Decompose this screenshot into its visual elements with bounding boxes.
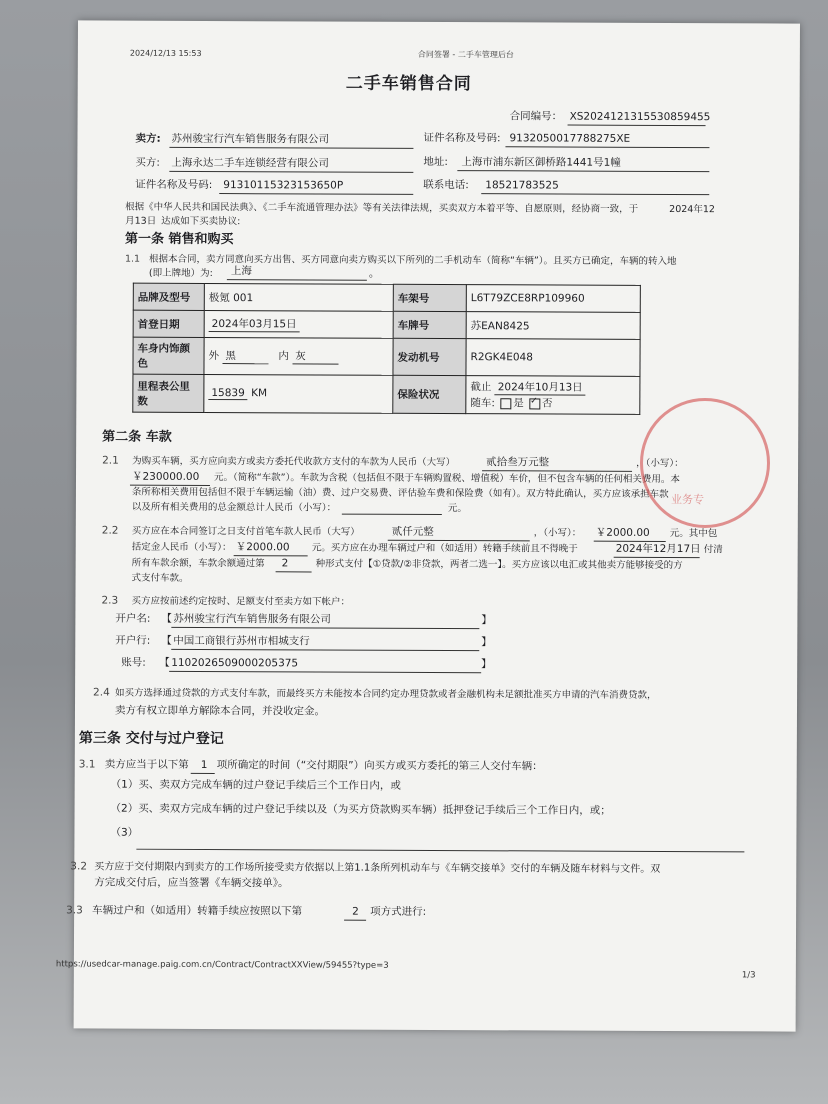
clause-2-2-line2b: 元。买方应在办理车辆过户和（如适用）转籍手续前且不得晚于	[311, 542, 578, 555]
clause-2-2-line4: 式支付车款。	[131, 572, 189, 584]
buyer-underline	[169, 171, 413, 173]
option-2: （2）买、卖双方完成车辆的过户登记手续以及（为买方贷款购买车辆）抵押登记手续后三个工作日内，或；	[110, 802, 611, 817]
buyer-label: 买方:	[135, 156, 160, 169]
account-name-label: 开户名:	[115, 612, 151, 625]
clause-2-2-line3a: 所有车款余额，车款余额通过第	[131, 557, 265, 570]
color-label: 车身内饰颜色	[133, 337, 204, 374]
clause-1-1-text: 根据本合同，卖方同意向买方出售、买方同意向卖方购买以下所列的二手机动车（简称“车辆”）。且买方已确定，车辆的转入地	[148, 253, 677, 268]
insurance-until-value: 2024年10月13日	[495, 379, 586, 395]
account-name-bracket-left: 【	[161, 612, 172, 625]
article2-title: 第二条 车款	[102, 429, 172, 445]
with-car-row	[470, 395, 635, 411]
account-no: 1102026509000205375	[171, 656, 299, 670]
company-seal	[640, 398, 770, 528]
seller-id: 9132050017788275XE	[509, 132, 631, 145]
article3-title: 第三条 交付与过户登记	[78, 730, 224, 748]
vin-label: 车架号	[393, 284, 466, 311]
preamble-date1: 2024年12	[669, 204, 715, 216]
clause-3-3-num: 3.3	[66, 904, 83, 917]
preamble-date2: 月13日	[125, 215, 157, 227]
plate-value: 苏EAN8425	[466, 312, 640, 340]
address: 上海市浦东新区御桥路1441号1幢	[461, 156, 621, 169]
mileage-label: 里程表公里数	[133, 374, 204, 412]
plate-label: 车牌号	[393, 311, 466, 338]
first-reg-cell	[204, 310, 393, 338]
clause-2-1-line4a: 以及所有相关费用的总金额总计人民币（小写）：	[131, 501, 337, 514]
footer-url: https://usedcar-manage.paig.com.cn/Contract/ContractXXView/59455?type=3	[55, 959, 389, 971]
no-checkbox[interactable]	[529, 398, 540, 409]
color-in-label: 内	[278, 350, 289, 363]
seller-id-underline	[505, 146, 709, 148]
clause-3-1-item: 1	[200, 758, 208, 771]
preamble-line1: 根据《中华人民共和国民法典》、《二手车流通管理办法》等有关法律法规，买卖双方本着平等、自愿原则，经协商一致，于	[125, 201, 639, 215]
option-3: （3）	[110, 826, 139, 839]
buyer-id: 91310115323153650P	[223, 179, 344, 192]
contract-no-underline	[568, 125, 706, 127]
color-in-value: 灰	[292, 348, 338, 364]
clause-2-2-deadline: 2024年12月17日	[615, 542, 701, 556]
clause-2-2-line1c: 元。其中包	[669, 528, 718, 540]
clause-3-1-num: 3.1	[78, 758, 96, 771]
clause-2-1-line3: 条所称相关费用包括但不限于车辆运输（油）费、过户交易费、评估验车费和保险费（如有）。双方特此确认，买方应该承担车款	[131, 486, 669, 501]
clause-3-3-underline	[344, 920, 366, 921]
bank-underline	[171, 649, 479, 651]
clause-3-1-line1b: 项所确定的时间（“交付期限”）向买方或买方委托的第三人交付车辆：	[216, 759, 543, 773]
account-no-label: 账号:	[121, 656, 146, 669]
insurance-cell	[466, 376, 640, 415]
register-place-underline	[227, 279, 367, 281]
bank-name: 中国工商银行苏州市相城支行	[173, 634, 310, 648]
contract-no: XS2024121315530859455	[569, 110, 711, 124]
clause-2-2-deposit: ￥2000.00	[235, 541, 290, 554]
engine-label: 发动机号	[393, 338, 466, 375]
phone: 18521783525	[485, 179, 559, 192]
color-cell	[204, 337, 393, 375]
color-out-value: 黑	[222, 348, 268, 364]
footer-page: 1/3	[741, 970, 756, 981]
phone-underline	[481, 193, 709, 195]
buyer-id-label: 证件名称及号码:	[135, 178, 213, 192]
clause-3-2-line2: 方完成交付后，应当签署《车辆交接单》。	[94, 876, 289, 890]
brand-label: 品牌及型号	[133, 283, 204, 310]
engine-value: R2GK4E048	[466, 339, 640, 377]
phone-label: 联系电话:	[423, 178, 469, 192]
clause-2-3-line1: 买方应按前述约定按时、足额支付至卖方如下帐户：	[131, 595, 351, 608]
article1-title: 第一条 销售和购买	[125, 231, 234, 248]
bank-label: 开户行:	[115, 634, 151, 647]
vin-value: L6T79ZCE8RP109960	[466, 285, 640, 313]
bank-bracket-left: 【	[161, 634, 172, 647]
clause-2-2-line3b: 种形式支付【①贷款/②非贷款，两者二选一】。买方应该以电汇或其他卖方能够接受的方	[315, 558, 683, 572]
total-underline	[342, 514, 442, 515]
mileage-unit: KM	[251, 387, 268, 400]
address-label: 地址:	[423, 155, 448, 169]
seller-label: 卖方:	[135, 132, 161, 145]
clause-2-2-line1a: 买方应在本合同签订之日支付首笔车款人民币（大写）	[131, 525, 360, 538]
clause-3-3-line1b: 项方式进行:	[370, 905, 427, 918]
insurance-until-row	[470, 379, 635, 396]
yes-checkbox[interactable]	[500, 398, 511, 409]
no-label: 否	[542, 397, 553, 410]
account-no-bracket-right: 】	[481, 658, 492, 671]
clause-3-3-item: 2	[352, 905, 359, 918]
seller-name: 苏州骏宝行汽车销售服务有限公司	[171, 132, 330, 146]
clause-3-2-line1: 买方应于交付期限内到卖方的工作场所接受卖方依据以上第1.1条所列机动车与《车辆交接单》交付的车辆及随车材料与文件。双	[94, 861, 661, 875]
clause-3-3-line1a: 车辆过户和（如适用）转籍手续应按照以下第	[92, 904, 303, 918]
mileage-cell	[204, 374, 393, 413]
clause-2-3-num: 2.3	[101, 594, 119, 607]
clause-2-4-line2: 卖方有权立即单方解除本合同，并没收定金。	[114, 704, 326, 718]
clause-2-2-line2c: 付清	[703, 544, 723, 556]
first-payment-underline	[594, 541, 666, 542]
print-timestamp: 2024/12/13 15:53	[129, 48, 202, 58]
mileage-value: 15839	[208, 387, 247, 400]
clause-2-4-line1: 如买方选择通过贷款的方式支付车款，而最终买方未能按本合同约定办理贷款或者金融机构未足额批准买方申请的汽车消费贷款，	[115, 687, 657, 701]
seller-underline	[169, 147, 413, 149]
clause-1-1-num: 1.1	[124, 253, 141, 265]
color-out-label: 外	[208, 349, 220, 363]
account-name-bracket-right: 】	[481, 614, 492, 627]
clause-1-1-text2: (即上牌地）为:	[148, 267, 213, 280]
clause-2-1-num: 2.1	[102, 454, 119, 467]
insurance-label: 保险状况	[393, 375, 466, 413]
seller-id-label: 证件名称及号码:	[423, 131, 501, 145]
clause-2-2-line2a: 括定金人民币（小写）：	[131, 541, 232, 554]
brand-value: 极氪 001	[204, 283, 393, 311]
preamble-line2: 达成如下买卖协议:	[161, 215, 241, 228]
with-car-label: 随车:	[470, 397, 495, 410]
account-name-underline	[171, 627, 479, 629]
address-underline	[457, 170, 709, 172]
clause-3-1-line1a: 卖方应当于以下第	[104, 758, 189, 771]
clause-1-1-period: 。	[368, 267, 380, 280]
insurance-until-label: 截止	[470, 381, 492, 394]
clause-2-1-amount-cn: 贰拾叁万元整	[486, 456, 550, 469]
print-breadcrumb: 合同签署 - 二手车管理后台	[417, 49, 514, 60]
clause-2-1-amount: ￥230000.00	[131, 470, 200, 483]
register-place: 上海	[230, 265, 252, 278]
clause-2-1-line1b: ，（小写）：	[636, 457, 684, 470]
item-underline	[191, 773, 215, 774]
option-1: （1）买、卖双方完成车辆的过户登记手续后三个工作日内，或	[110, 778, 401, 792]
clause-2-1-line2: 元。（简称“车款”）。车款为含税（包括但不限于车辆购置税、增值税）车价，但不包含车辆的任何相关费用。本	[213, 472, 680, 486]
vehicle-table	[132, 283, 641, 415]
buyer-name: 上海永达二手车连锁经营有限公司	[171, 156, 329, 170]
clause-2-2-num: 2.2	[101, 524, 119, 537]
clause-3-2-num: 3.2	[70, 860, 88, 873]
option-3-underline	[136, 849, 744, 853]
method-underline	[276, 571, 312, 572]
clause-2-2-method: 2	[281, 557, 289, 570]
clause-2-2-amount: ￥2000.00	[595, 526, 650, 539]
clause-2-1-line4b: 元。	[447, 503, 467, 515]
clause-2-2-line1b: ，（小写）：	[533, 527, 582, 539]
clause-2-2-amount-cn: 贰仟元整	[391, 525, 434, 538]
first-reg-label: 首登日期	[133, 310, 204, 337]
page-title: 二手车销售合同	[345, 73, 472, 95]
first-reg-value: 2024年03月15日	[209, 316, 300, 332]
account-no-underline	[169, 671, 481, 673]
contract-no-label: 合同编号：	[509, 110, 563, 123]
buyer-id-underline	[219, 193, 413, 195]
bank-bracket-right: 】	[481, 636, 492, 649]
yes-label: 是	[513, 397, 524, 410]
account-no-bracket-left: 【	[159, 656, 170, 669]
clause-2-1-line1a: 为购买车辆，买方应向卖方或卖方委托代收款方支付的车款为人民币（大写）	[132, 455, 456, 469]
account-name: 苏州骏宝行汽车销售服务有限公司	[173, 612, 331, 626]
seal-text: 业务专	[671, 493, 704, 506]
clause-2-4-num: 2.4	[93, 686, 110, 699]
